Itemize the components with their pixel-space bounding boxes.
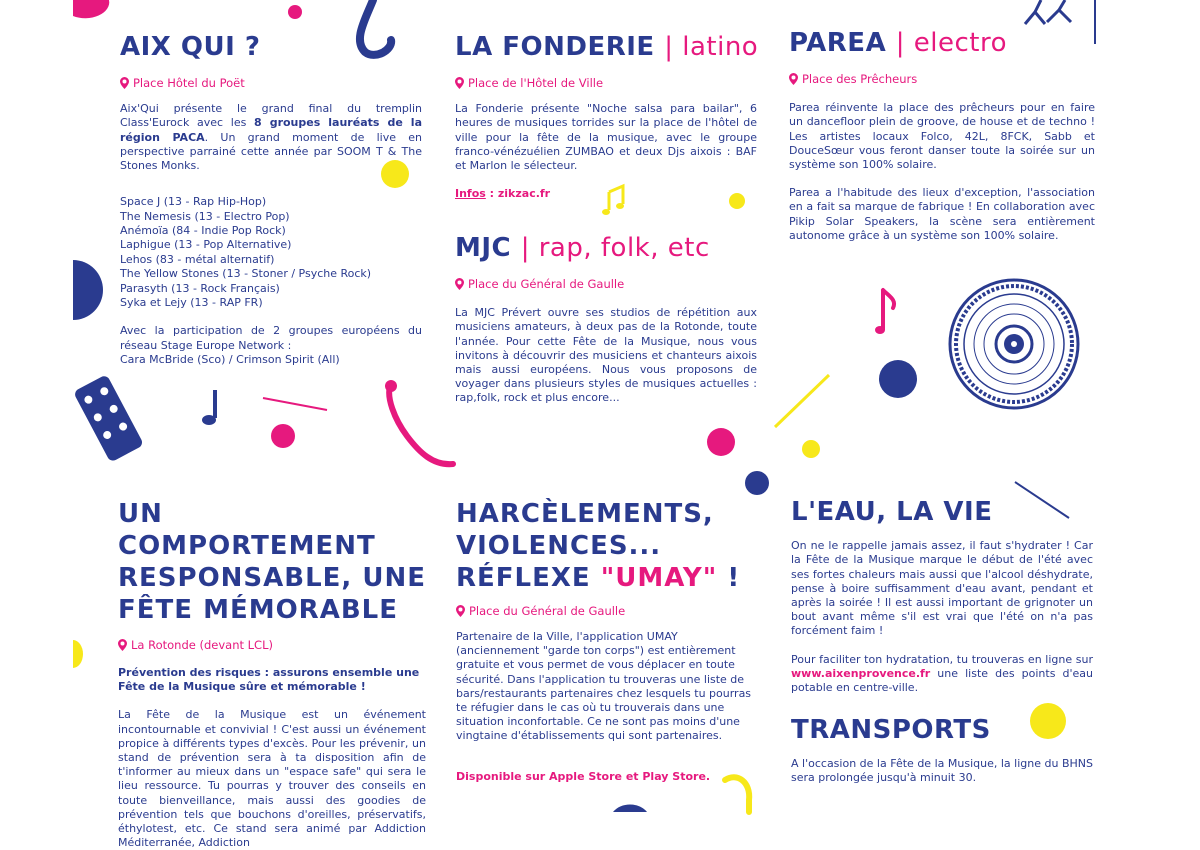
map-pin-icon: [789, 73, 798, 85]
bird-feet-icon: [1025, 0, 1071, 24]
lineup-item: The Yellow Stones (13 - Stoner / Psyche Rock): [120, 267, 372, 281]
harcelement-text: Partenaire de la Ville, l'application UMAY (anciennement "garde ton corps") est entièrement gratuite et vous permet de vous déplacer en toute sécurité. Dans l'application tu trouveras une liste de bars/restaurants partenaires chez lesquels tu pourras te réfugier dans le cas où tu trouverais dans une situation inconfortable. Ce ne sont pas moins d'une vingtaine d'établissements qui sont partenaires.: [456, 630, 752, 743]
lineup-item: Laphigue (13 - Pop Alternative): [120, 238, 292, 252]
section-transports: [791, 716, 1093, 786]
yellow-dot-3: [802, 440, 820, 458]
eau-text-2: Pour faciliter ton hydratation, tu trouveras en ligne sur www.aixenprovence.fr une liste des points d'eau potable en centre-ville.: [791, 652, 1093, 694]
parea-text-2: Parea a l'habitude des lieux d'exception, l'association en a fait sa marque de fabrique ! En collaboration avec Pikip Solar Speakers, la scène sera entièrement autonome grâce à un système son 100% solaire.: [789, 186, 1095, 242]
aix-participation: Avec la participation de 2 groupes européens du réseau Stage Europe Network : Cara McBride (Sco) / Crimson Spirit (All): [120, 324, 422, 366]
flyer-page: [73, 0, 1141, 850]
map-pin-icon: [455, 77, 464, 89]
lineup-item: Parasyth (13 - Rock Français): [120, 281, 280, 295]
harcelement-store: Disponible sur Apple Store et Play Store.: [456, 769, 711, 783]
harcelement-location: Place du Général de Gaulle: [456, 604, 758, 618]
aix-location: Place Hôtel du Poët: [120, 76, 422, 90]
pink-dot-2: [707, 428, 735, 456]
eau-title: L'EAU, LA VIE: [791, 497, 993, 527]
lineup-item: Space J (13 - Rap Hip-Hop): [120, 195, 267, 209]
comportement-title: UN COMPORTEMENT RESPONSABLE, UNE FÊTE MÉMORABLE: [118, 499, 426, 625]
lineup-item: Anémoïa (84 - Indie Pop Rock): [120, 223, 286, 237]
mjc-text: La MJC Prévert ouvre ses studios de répétition aux musiciens amateurs, à deux pas de la Rotonde, toute l'année. Pour cette Fête de la Musique, nous vous invitons à découvrir des musiciens et chanteurs aixois mais aussi européens. Nous vous proposons de voyager dans plusieurs styles de musiques actuelles : rap,folk, rock et plus encore...: [455, 306, 757, 405]
mjc-title: MJC | rap, folk, etc: [455, 233, 710, 263]
music-note-icon-pink: [875, 290, 894, 334]
pink-dot-top: [288, 5, 302, 19]
lineup-item: Syka et Lejy (13 - RAP FR): [120, 295, 263, 309]
navy-shape-bottom: [613, 805, 647, 813]
fonderie-title: LA FONDERIE | latino: [455, 32, 759, 62]
music-note-icon-navy: [202, 390, 216, 425]
yellow-half-circle-left: [73, 640, 83, 668]
parea-location: Place des Prêcheurs: [789, 72, 1095, 86]
pink-dot-small: [385, 380, 397, 392]
section-fonderie: [455, 33, 757, 200]
eau-text-1: On ne le rappelle jamais assez, il faut s'hydrater ! Car la Fête de la Musique marque le début de l'été avec ses fortes chaleurs mais aussi que l'alcool déshydrate, pense à boire suffisamment d'eau avant, pendant et après la soirée ! Il est aussi important de grignoter un bout avant même s'il est vrai que l'été on n'a pas forcément faim !: [791, 539, 1093, 638]
pink-line: [263, 398, 327, 410]
comportement-text: La Fête de la Musique est un événement incontournable et convivial ! C'est aussi un événement propice à différents types d'excès. Pour les prévenir, un stand de prévention sera à ta disposition afin de t'informer au mieux dans un "espace safe" qui sera le lieu ressource. Tu pourras y trouver des conseils en toute bienveillance, mais aussi des goodies de prévention tels que bouchons d'oreilles, préservatifs, éthylotest, etc. Ce stand sera animé par Addiction Méditerranée, Addiction: [118, 708, 426, 850]
section-parea: [789, 29, 1095, 243]
comportement-lead: Prévention des risques : assurons ensemble une Fête de la Musique sûre et mémorable !: [118, 666, 420, 694]
parea-title: PAREA | electro: [789, 28, 1008, 58]
map-pin-icon: [118, 639, 127, 651]
lineup-item: The Nemesis (13 - Electro Pop): [120, 209, 290, 223]
violin-f-hole-icon-pink: [389, 384, 453, 464]
yellow-line: [775, 375, 829, 427]
aix-lineup: [120, 195, 422, 310]
fonderie-location: Place de l'Hôtel de Ville: [455, 76, 757, 90]
lineup-item: Lehos (83 - métal alternatif): [120, 252, 275, 266]
fonderie-text: La Fonderie présente "Noche salsa para bailar", 6 heures de musiques torrides sur la place de l'hôtel de ville pour la fête de la musique, avec le groupe franco-vénézuélien ZUMBAO et deux Djs aixois : BAF et Marlon le sélecteur.: [455, 102, 757, 172]
aix-intro: Aix'Qui présente le grand final du tremplin Class'Eurock avec les 8 groupes lauréats de la région PACA. Un grand moment de live en perspective parrainé cette année par SOOM T & The Stones Monks.: [120, 102, 422, 172]
transports-title: TRANSPORTS: [791, 715, 991, 745]
navy-dot-1: [879, 360, 917, 398]
map-pin-icon: [120, 77, 129, 89]
left-gutter: [0, 0, 73, 812]
navy-half-circle-left: [73, 260, 103, 320]
vinyl-record-icon: [950, 280, 1078, 408]
guitar-icon: [73, 374, 144, 462]
section-comportement: [118, 498, 426, 850]
harcelement-title: HARCÈLEMENTS, VIOLENCES... RÉFLEXE "UMAY" !: [456, 499, 741, 593]
section-eau: [791, 498, 1093, 695]
map-pin-icon: [455, 278, 464, 290]
map-pin-icon: [456, 605, 465, 617]
navy-dot-2: [745, 471, 769, 495]
section-harcelement: [456, 498, 758, 783]
fonderie-infos[interactable]: Infos : zikzac.fr: [455, 187, 551, 201]
section-aix-qui: [120, 33, 422, 367]
parea-text-1: Parea réinvente la place des prêcheurs pour en faire un dancefloor plein de groove, de house et de techno ! Les artistes locaux Folco, 42L, 8FCK, Sabb et DouceSœur vous feront danser toute la soirée sur un système son 100% solaire.: [789, 101, 1095, 171]
pink-dot-3: [271, 424, 295, 448]
pink-half-circle-topleft: [73, 0, 109, 18]
aixenprovence-link[interactable]: www.aixenprovence.fr: [791, 666, 931, 680]
transports-text: A l'occasion de la Fête de la Musique, la ligne du BHNS sera prolongée jusqu'à minuit 30.: [791, 757, 1093, 785]
mjc-location: Place du Général de Gaulle: [455, 277, 757, 291]
section-mjc: [455, 234, 757, 406]
comportement-location: La Rotonde (devant LCL): [118, 638, 426, 652]
aix-title: AIX QUI ?: [120, 32, 261, 62]
